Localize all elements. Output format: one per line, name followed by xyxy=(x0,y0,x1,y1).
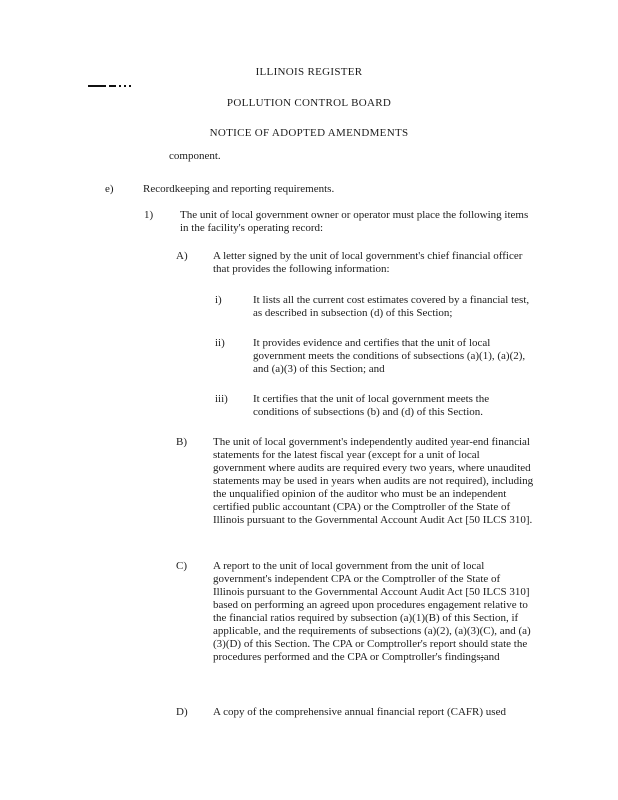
paragraph-text xyxy=(213,560,534,664)
paragraph-e xyxy=(105,183,532,196)
header-board-title: POLLUTION CONTROL BOARD xyxy=(226,97,392,109)
paragraph-label: ii) xyxy=(215,337,225,349)
dash-dot xyxy=(119,85,121,87)
paragraph-C xyxy=(176,560,534,664)
paragraph-D xyxy=(176,706,534,719)
continuation-fragment: component. xyxy=(169,150,221,162)
paragraph-label: e) xyxy=(105,183,114,195)
paragraph-label: 1) xyxy=(144,209,154,221)
paragraph-text: It certifies that the unit of local government meets the conditions of subsections (b) and (d) of this Section. xyxy=(253,393,490,418)
paragraph-text: A letter signed by the unit of local government's chief financial officer that provides the following information: xyxy=(213,250,523,275)
dash-dot xyxy=(129,85,131,87)
paragraph-text-main: A report to the unit of local government from the unit of local government's independent CPA or the Comptroller of the State of Illinois pursuant to the Governmental Account Audit Act [50 ILCS 310] based on performing an agreed upon procedures engagement relative to the financial ratios required by subsection (a)(1)(B) of this Section, if applicable, and the requirements of subsections (a)(2), (a)(3)(C), and (a)(3)(D) of this Section. The CPA or Comptroller's report should state the procedures performed and the CPA or Comptroller's findings xyxy=(213,560,531,663)
paragraph-A xyxy=(176,250,534,276)
header-notice-title: NOTICE OF ADOPTED AMENDMENTS xyxy=(209,127,409,139)
paragraph-label: A) xyxy=(176,250,188,262)
paragraph-text: It provides evidence and certifies that the unit of local government meets the conditions of subsections (a)(1), (a)(2), and (a)(3) of this Section; and xyxy=(253,337,526,375)
paragraph-B xyxy=(176,436,534,527)
deleted-text: ; xyxy=(480,651,484,663)
paragraph-label: D) xyxy=(176,706,188,718)
paragraph-A-iii xyxy=(215,393,536,419)
paragraph-A-i xyxy=(215,294,536,320)
paragraph-text: Recordkeeping and reporting requirements. xyxy=(143,183,335,195)
header-register-title: ILLINOIS REGISTER xyxy=(255,66,363,78)
paragraph-1 xyxy=(144,209,534,235)
paragraph-text-tail: and xyxy=(483,651,500,663)
paragraph-label: B) xyxy=(176,436,187,448)
dash-segment xyxy=(109,85,116,87)
page-number-dash-mark xyxy=(88,84,131,87)
paragraph-text: It lists all the current cost estimates covered by a financial test, as described in subsection (d) of this Section; xyxy=(253,294,530,319)
dash-dot xyxy=(124,85,126,87)
paragraph-label: i) xyxy=(215,294,222,306)
paragraph-label: C) xyxy=(176,560,187,572)
paragraph-text: The unit of local government owner or operator must place the following items in the facility's operating record: xyxy=(180,209,529,234)
paragraph-text: A copy of the comprehensive annual financial report (CAFR) used xyxy=(213,706,506,718)
paragraph-text: The unit of local government's independently audited year-end financial statements for the latest fiscal year (except for a unit of local government where audits are required every two years, where unaudited statements may be used in years when audits are not required), including the unqualified opinion of the auditor who must be an independent certified public accountant (CPA) or the Comptroller of the State of Illinois pursuant to the Governmental Account Audit Act [50 ILCS 310]. xyxy=(213,436,534,526)
dash-segment xyxy=(88,85,106,87)
paragraph-label: iii) xyxy=(215,393,228,405)
paragraph-A-ii xyxy=(215,337,536,376)
